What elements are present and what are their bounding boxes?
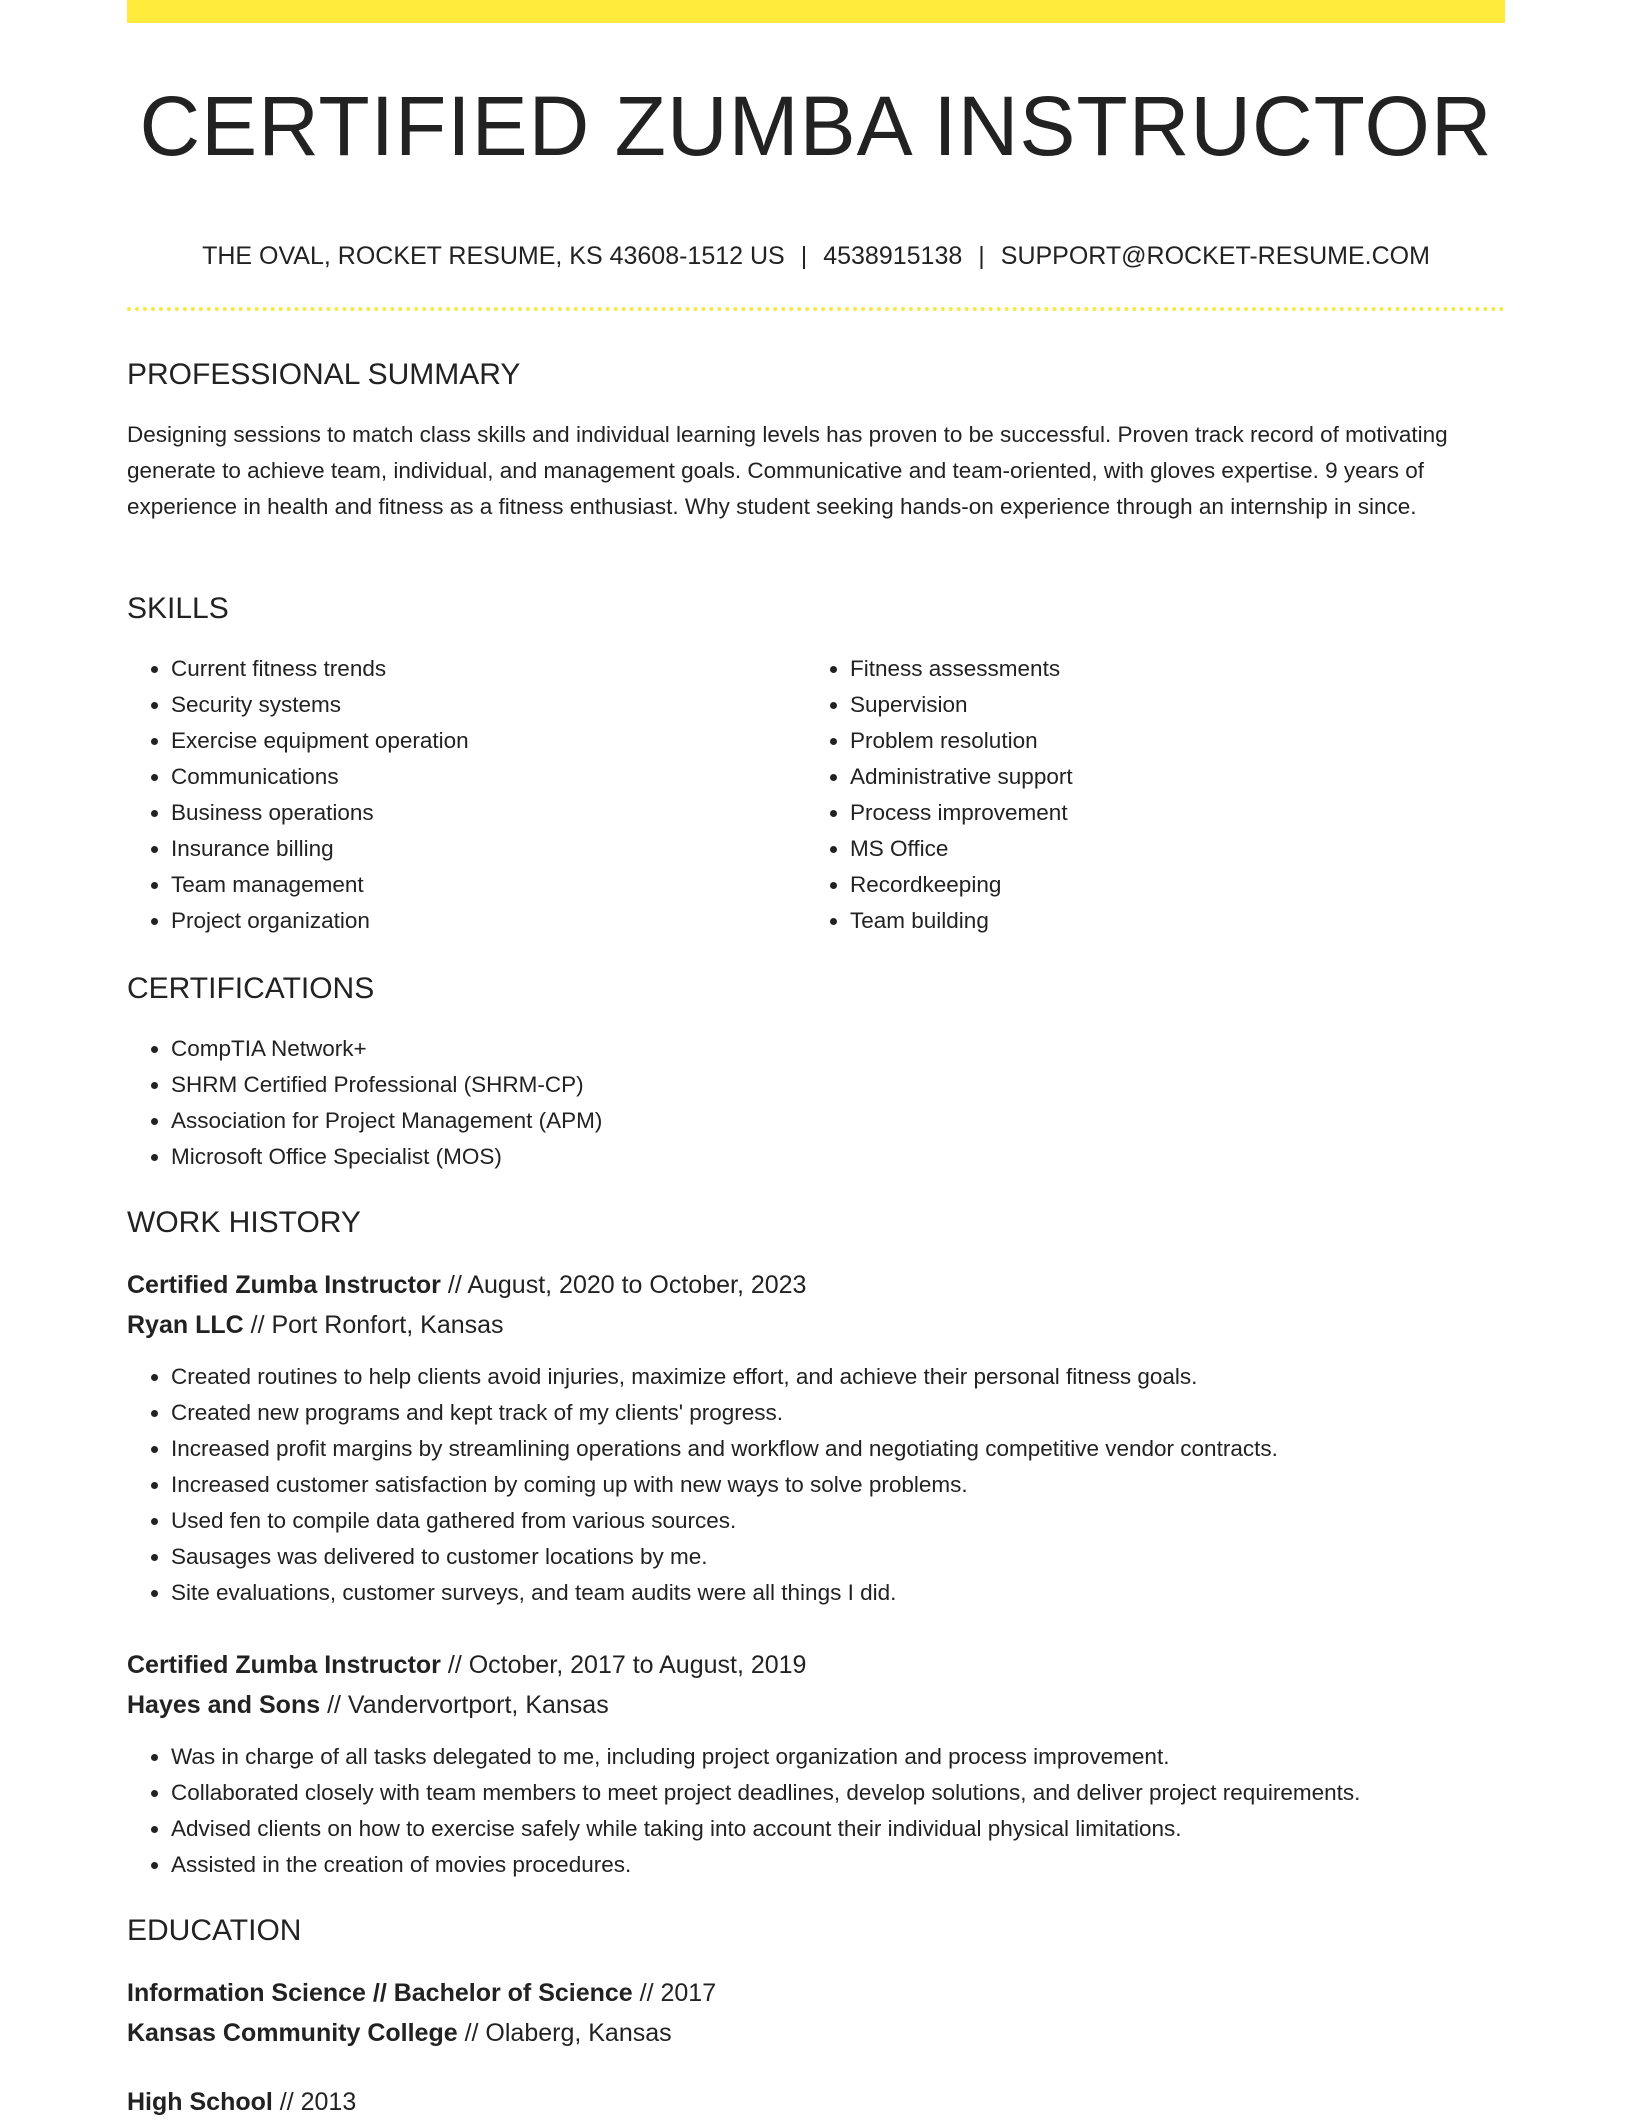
list-item: • Created new programs and kept track of my clients' progress. (171, 1395, 1511, 1431)
list-item: • Team building (850, 903, 1490, 939)
list-item: • Team management (171, 867, 811, 903)
education-location: // Olaberg, Kansas (457, 2019, 672, 2047)
list-item: • Increased profit margins by streamlining operations and workflow and negotiating competitive vendor contracts. (171, 1431, 1511, 1467)
list-item: • Used fen to compile data gathered from various sources. (171, 1503, 1511, 1539)
list-item: • Process improvement (850, 795, 1490, 831)
education-degree-line (127, 2082, 356, 2122)
job-title-line (127, 1645, 806, 1685)
list-item: • Advised clients on how to exercise safely while taking into account their individual physical limitations. (171, 1811, 1549, 1847)
list-item: • Collaborated closely with team members to meet project deadlines, develop solutions, and deliver project requirements. (171, 1775, 1549, 1811)
list-item: • Administrative support (850, 759, 1490, 795)
separator: | (800, 242, 808, 270)
list-item: • Increased customer satisfaction by coming up with new ways to solve problems. (171, 1467, 1511, 1503)
education-year: // 2013 (272, 2088, 357, 2116)
skills-heading: SKILLS (127, 592, 229, 625)
education-degree-line (127, 1973, 716, 2013)
job-location: // Port Ronfort, Kansas (243, 1311, 504, 1339)
job-company: Hayes and Sons (127, 1691, 321, 1719)
list-item: • Problem resolution (850, 723, 1490, 759)
job-location: // Vandervortport, Kansas (320, 1691, 609, 1719)
address: THE OVAL, ROCKET RESUME, KS 43608-1512 US (202, 242, 785, 270)
job-dates: // August, 2020 to October, 2023 (440, 1271, 807, 1299)
education-school: Kansas Community College (127, 2019, 458, 2047)
job-company: Ryan LLC (127, 1311, 244, 1339)
skills-list-right (806, 651, 1490, 939)
education-heading: EDUCATION (127, 1914, 302, 1947)
education-degree: High School (127, 2088, 273, 2116)
job-company-line (127, 1685, 609, 1725)
list-item: • Communications (171, 759, 811, 795)
list-item: • Supervision (850, 687, 1490, 723)
phone: 4538915138 (823, 242, 963, 270)
certifications-list (127, 1031, 1471, 1175)
summary-text: Designing sessions to match class skills and individual learning levels has proven to be successful. Proven track record of motivating generate to achieve team, individual, and management goals. Communicative and team-oriented, with gloves expertise. 9 years of experience in health and fitness as a fitness enthusiast. Why student seeking hands-on experience through an internship in since. (127, 422, 1448, 519)
list-item: • Fitness assessments (850, 651, 1490, 687)
list-item: • Created routines to help clients avoid injuries, maximize effort, and achieve their personal fitness goals. (171, 1359, 1511, 1395)
list-item: • Insurance billing (171, 831, 811, 867)
contact-line (127, 236, 1505, 276)
education-school-line (127, 2013, 672, 2053)
job-bullets (127, 1739, 1549, 1883)
list-item: • Sausages was delivered to customer locations by me. (171, 1539, 1511, 1575)
list-item: • Association for Project Management (APM) (171, 1103, 1471, 1139)
list-item: • Security systems (171, 687, 811, 723)
job-bullets (127, 1359, 1511, 1611)
page-title: CERTIFIED ZUMBA INSTRUCTOR (139, 79, 1493, 173)
job-title: Certified Zumba Instructor (127, 1651, 441, 1679)
job-company-line (127, 1305, 504, 1345)
job-dates: // October, 2017 to August, 2019 (440, 1651, 807, 1679)
list-item: • CompTIA Network+ (171, 1031, 1471, 1067)
list-item: • Recordkeeping (850, 867, 1490, 903)
list-item: • Current fitness trends (171, 651, 811, 687)
education-year: // 2017 (632, 1979, 717, 2007)
list-item: • SHRM Certified Professional (SHRM-CP) (171, 1067, 1471, 1103)
email: SUPPORT@ROCKET-RESUME.COM (1000, 242, 1430, 270)
list-item: • Site evaluations, customer surveys, and team audits were all things I did. (171, 1575, 1511, 1611)
list-item: • Assisted in the creation of movies procedures. (171, 1847, 1549, 1883)
list-item: • Business operations (171, 795, 811, 831)
accent-bar (127, 0, 1505, 23)
dotted-divider (127, 307, 1505, 311)
work-heading: WORK HISTORY (127, 1206, 361, 1239)
job-title: Certified Zumba Instructor (127, 1271, 441, 1299)
list-item: • Was in charge of all tasks delegated to me, including project organization and process improvement. (171, 1739, 1549, 1775)
education-degree: Information Science // Bachelor of Science (127, 1979, 633, 2007)
separator: | (978, 242, 985, 270)
list-item: • MS Office (850, 831, 1490, 867)
list-item: • Exercise equipment operation (171, 723, 811, 759)
job-title-line (127, 1265, 806, 1305)
list-item: • Microsoft Office Specialist (MOS) (171, 1139, 1471, 1175)
skills-list-left (127, 651, 811, 939)
list-item: • Project organization (171, 903, 811, 939)
summary-heading: PROFESSIONAL SUMMARY (127, 358, 521, 391)
certifications-heading: CERTIFICATIONS (127, 972, 375, 1005)
